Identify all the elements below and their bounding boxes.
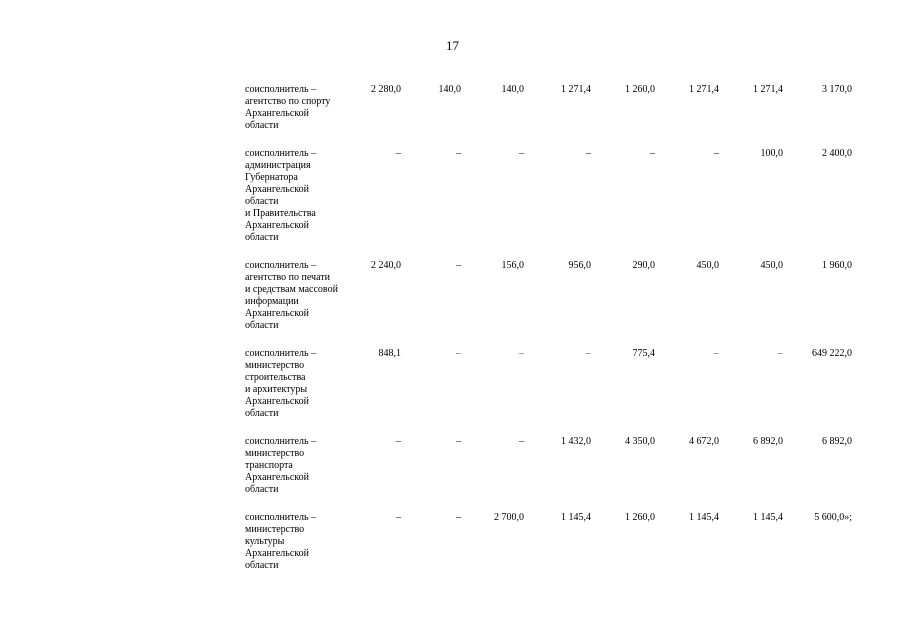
- cell-value: 775,4: [632, 348, 655, 359]
- cell-value: 1 260,0: [625, 512, 655, 523]
- cell-value: –: [456, 260, 461, 271]
- cell-value: –: [519, 348, 524, 359]
- budget-table: [245, 84, 852, 572]
- cell-value: 6 892,0: [822, 436, 852, 447]
- cell-value: 1 271,4: [753, 84, 783, 95]
- cell-value: –: [456, 512, 461, 523]
- cell-value: –: [714, 148, 719, 159]
- cell-value: 1 145,4: [561, 512, 591, 523]
- cell-value: –: [456, 148, 461, 159]
- cell-value: –: [456, 348, 461, 359]
- cell-value: –: [778, 348, 783, 359]
- cell-value: –: [586, 148, 591, 159]
- cell-value: 5 600,0»;: [814, 512, 852, 523]
- cell-value: 100,0: [760, 148, 783, 159]
- cell-value: –: [396, 436, 401, 447]
- cell-value: 6 892,0: [753, 436, 783, 447]
- row-label: соисполнитель – министерство строительства и архитектуры Архангельской области: [245, 348, 317, 419]
- cell-value: –: [650, 148, 655, 159]
- row-label: соисполнитель – агентство по спорту Архангельской области: [245, 84, 331, 131]
- cell-value: 450,0: [760, 260, 783, 271]
- cell-value: 1 145,4: [753, 512, 783, 523]
- table-row: [245, 148, 852, 244]
- table-row: [245, 348, 852, 420]
- cell-value: 450,0: [696, 260, 719, 271]
- cell-value: 3 170,0: [822, 84, 852, 95]
- table-row: [245, 84, 852, 132]
- row-label: соисполнитель – администрация Губернатора Архангельской области и Правительства Архангельской области: [245, 148, 317, 243]
- cell-value: 2 700,0: [494, 512, 524, 523]
- cell-value: 649 222,0: [812, 348, 852, 359]
- cell-value: 4 672,0: [689, 436, 719, 447]
- cell-value: –: [714, 348, 719, 359]
- row-label: соисполнитель – министерство транспорта Архангельской области: [245, 436, 317, 495]
- cell-value: 1 432,0: [561, 436, 591, 447]
- cell-value: 2 400,0: [822, 148, 852, 159]
- row-label: соисполнитель – министерство культуры Архангельской области: [245, 512, 317, 571]
- cell-value: 2 280,0: [371, 84, 401, 95]
- cell-value: 290,0: [632, 260, 655, 271]
- page-number: 17: [446, 38, 459, 53]
- cell-value: 848,1: [378, 348, 401, 359]
- table-row: [245, 512, 852, 572]
- cell-value: 1 960,0: [822, 260, 852, 271]
- cell-value: 140,0: [501, 84, 524, 95]
- cell-value: 1 145,4: [689, 512, 719, 523]
- cell-value: 956,0: [568, 260, 591, 271]
- cell-value: 1 260,0: [625, 84, 655, 95]
- cell-value: –: [519, 436, 524, 447]
- table-row: [245, 260, 852, 332]
- cell-value: 1 271,4: [689, 84, 719, 95]
- cell-value: –: [519, 148, 524, 159]
- cell-value: –: [396, 148, 401, 159]
- table-row: [245, 436, 852, 496]
- cell-value: –: [586, 348, 591, 359]
- cell-value: –: [396, 512, 401, 523]
- cell-value: 156,0: [501, 260, 524, 271]
- cell-value: 2 240,0: [371, 260, 401, 271]
- cell-value: 1 271,4: [561, 84, 591, 95]
- cell-value: –: [456, 436, 461, 447]
- row-label: соисполнитель – агентство по печати и средствам массовой информации Архангельской области: [245, 260, 338, 331]
- cell-value: 4 350,0: [625, 436, 655, 447]
- cell-value: 140,0: [438, 84, 461, 95]
